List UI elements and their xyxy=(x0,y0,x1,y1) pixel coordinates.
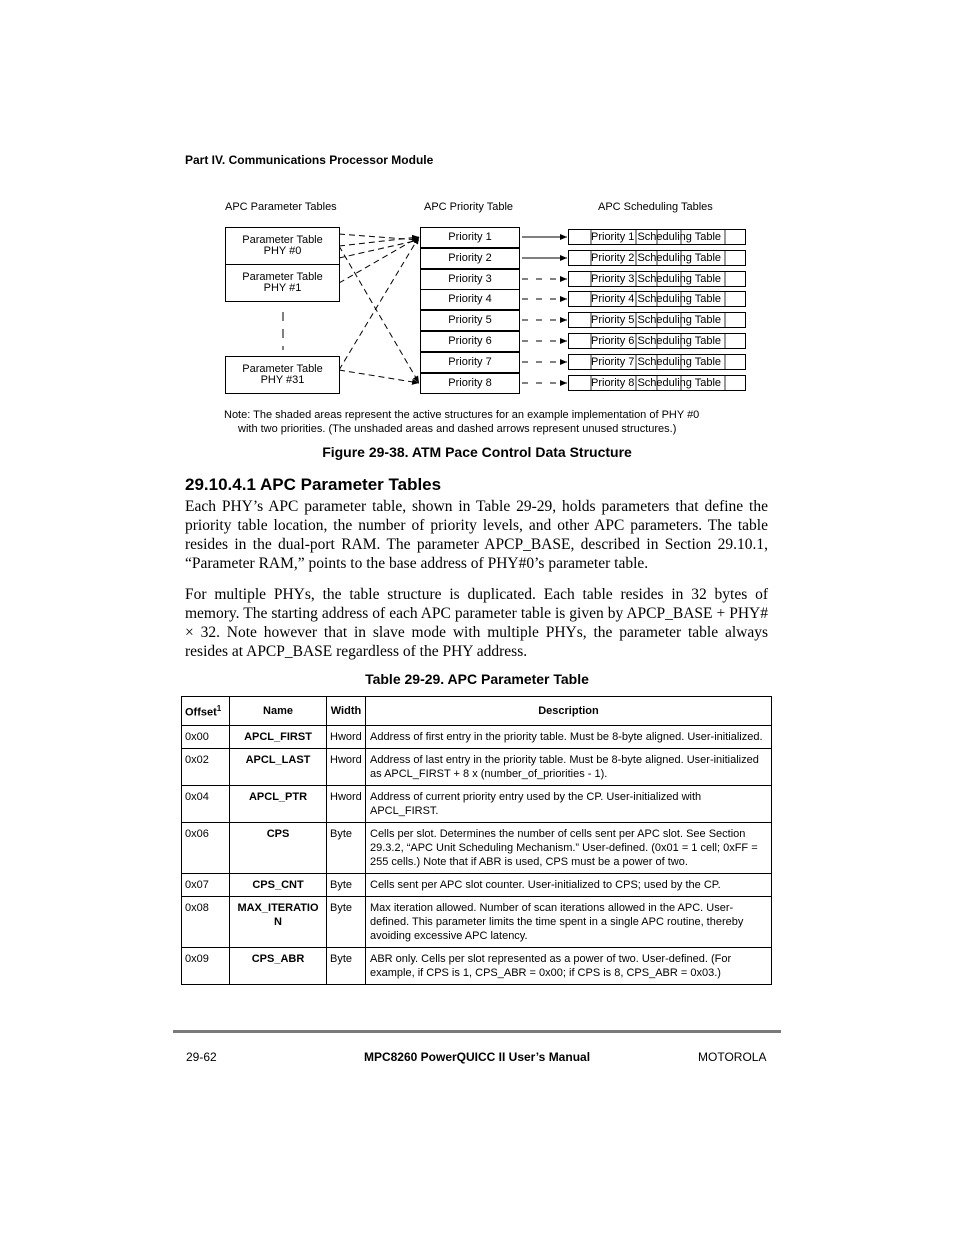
sched-table-label: Priority 7 Scheduling Table xyxy=(591,356,722,368)
footer-page-number: 29-62 xyxy=(186,1050,217,1064)
param-table-label: Parameter Table xyxy=(242,234,323,246)
header-description: Description xyxy=(366,697,772,726)
cell-width: Hword xyxy=(327,749,366,786)
cell-offset: 0x07 xyxy=(182,874,230,897)
param-table-phy: PHY #31 xyxy=(260,374,305,386)
cell-width: Byte xyxy=(327,823,366,874)
header-width: Width xyxy=(327,697,366,726)
sched-table-label: Priority 3 Scheduling Table xyxy=(591,273,722,285)
cell-offset: 0x08 xyxy=(182,897,230,948)
sched-table-8 xyxy=(568,375,746,391)
sched-table-label: Priority 4 Scheduling Table xyxy=(591,293,722,305)
cell-offset: 0x00 xyxy=(182,726,230,749)
cell-name: MAX_ITERATIO N xyxy=(230,897,327,948)
cell-description: Cells sent per APC slot counter. User-initialized to CPS; used by the CP. xyxy=(366,874,772,897)
footnote-marker: 1 xyxy=(216,704,222,714)
cell-name: CPS_CNT xyxy=(230,874,327,897)
sched-table-2 xyxy=(568,250,746,266)
cell-offset: 0x02 xyxy=(182,749,230,786)
table-row xyxy=(182,948,772,985)
cell-name: CPS_ABR xyxy=(230,948,327,985)
cell-description: Address of last entry in the priority table. Must be 8-byte aligned. User-initialized as APCL_FIRST + 8 x (number_of_priorities - 1). xyxy=(366,749,772,786)
header-offset xyxy=(182,697,230,726)
paragraph-1: Each PHY’s APC parameter table, shown in Table 29-29, holds parameters that define the priority table location, the number of priority levels, and other APC parameters. The table resides in the dual-port RAM. The parameter APCP_BASE, described in Section 29.10.1, “Parameter RAM,” points to the base address of PHY#0’s parameter table. xyxy=(185,498,768,572)
table-row xyxy=(182,874,772,897)
arrow-phy1-prio1 xyxy=(339,237,419,283)
cell-width: Byte xyxy=(327,874,366,897)
priority-6: Priority 6 xyxy=(420,331,520,352)
cell-description: Address of first entry in the priority table. Must be 8-byte aligned. User-initialized. xyxy=(366,726,772,749)
param-table-phy: PHY #1 xyxy=(263,282,302,294)
arrow-phy0-prio1 xyxy=(339,237,419,246)
cell-description: Max iteration allowed. Number of scan iterations allowed in the APC. User-defined. This parameter limits the time spent in a single APC routine, thereby avoiding excessive APC latency. xyxy=(366,897,772,948)
cell-offset: 0x09 xyxy=(182,948,230,985)
figure-apc-data-structure xyxy=(0,0,954,470)
priority-3: Priority 3 xyxy=(420,269,520,290)
sched-table-6 xyxy=(568,333,746,349)
header-offset-label: Offset xyxy=(185,706,217,719)
param-table-phy0 xyxy=(225,227,340,265)
priority-1: Priority 1 xyxy=(420,227,520,248)
sched-table-7 xyxy=(568,354,746,370)
column-header-param: APC Parameter Tables xyxy=(225,201,337,213)
cell-width: Byte xyxy=(327,897,366,948)
arrow-phy0-prio2 xyxy=(339,240,419,258)
table-row xyxy=(182,897,772,948)
figure-note-line1: Note: The shaded areas represent the active structures for an example implementation of PHY #0 xyxy=(224,409,700,421)
cell-description: Address of current priority entry used by the CP. User-initialized with APCL_FIRST. xyxy=(366,786,772,823)
header-name: Name xyxy=(230,697,327,726)
table-header-row xyxy=(182,697,772,726)
param-table-label: Parameter Table xyxy=(242,271,323,283)
cell-width: Byte xyxy=(327,948,366,985)
table-row xyxy=(182,786,772,823)
param-table-label: Parameter Table xyxy=(242,363,323,375)
priority-2: Priority 2 xyxy=(420,248,520,269)
cell-width: Hword xyxy=(327,726,366,749)
table-row xyxy=(182,726,772,749)
cell-name: APCL_LAST xyxy=(230,749,327,786)
footer-title: MPC8260 PowerQUICC II User’s Manual xyxy=(363,1050,591,1064)
param-table-phy31 xyxy=(225,356,340,394)
arrow-phy0-prio1-b xyxy=(339,234,419,240)
sched-table-label: Priority 8 Scheduling Table xyxy=(591,377,722,389)
sched-table-3 xyxy=(568,271,746,287)
cell-description: Cells per slot. Determines the number of cells sent per APC slot. See Section 29.3.2, “APC Unit Scheduling Mechanism.” User-defined. (0x01 = 1 cell; 0xFF = 255 cells.) Note that if ABR is used, CPS must be a power of two. xyxy=(366,823,772,874)
column-header-sched: APC Scheduling Tables xyxy=(598,201,713,213)
cell-name: CPS xyxy=(230,823,327,874)
priority-8: Priority 8 xyxy=(420,373,520,394)
arrow-phy31-prio8 xyxy=(339,370,419,383)
running-header: Part IV. Communications Processor Module xyxy=(185,153,434,167)
cell-width: Hword xyxy=(327,786,366,823)
footer-rule xyxy=(173,1030,781,1033)
table-row xyxy=(182,749,772,786)
table-row xyxy=(182,823,772,874)
sched-table-label: Priority 1 Scheduling Table xyxy=(591,231,722,243)
paragraph-2: For multiple PHYs, the table structure is duplicated. Each table resides in 32 bytes of memory. The starting address of each APC parameter table is given by APCP_BASE + PHY# × 32. Note however that in slave mode with multiple PHYs, the parameter table always resides at APCP_BASE regardless of the PHY address. xyxy=(185,586,768,660)
sched-table-5 xyxy=(568,312,746,328)
sched-table-4 xyxy=(568,291,746,307)
figure-note-line2: with two priorities. (The unshaded areas and dashed arrows represent unused structures.) xyxy=(238,423,677,435)
figure-caption: Figure 29-38. ATM Pace Control Data Structure xyxy=(322,444,632,460)
priority-5: Priority 5 xyxy=(420,310,520,331)
param-table-phy1 xyxy=(225,264,340,302)
priority-4: Priority 4 xyxy=(420,289,520,310)
cell-offset: 0x06 xyxy=(182,823,230,874)
sched-table-label: Priority 6 Scheduling Table xyxy=(591,335,722,347)
sched-table-label: Priority 5 Scheduling Table xyxy=(591,314,722,326)
footer-company: MOTOROLA xyxy=(698,1050,767,1064)
apc-parameter-table xyxy=(181,696,772,985)
arrow-phy31-prio1 xyxy=(339,237,419,370)
cell-name: APCL_FIRST xyxy=(230,726,327,749)
arrow-phy0-prio8 xyxy=(339,246,419,383)
cell-description: ABR only. Cells per slot represented as a power of two. User-defined. (For example, if CPS is 1, CPS_ABR = 0x00; if CPS is 8, CPS_ABR = 0x03.) xyxy=(366,948,772,985)
section-heading: 29.10.4.1 APC Parameter Tables xyxy=(185,475,442,494)
table-caption: Table 29-29. APC Parameter Table xyxy=(365,671,589,687)
sched-table-label: Priority 2 Scheduling Table xyxy=(591,252,722,264)
sched-table-1 xyxy=(568,229,746,245)
priority-7: Priority 7 xyxy=(420,352,520,373)
cell-name: APCL_PTR xyxy=(230,786,327,823)
param-table-phy: PHY #0 xyxy=(263,245,302,257)
cell-offset: 0x04 xyxy=(182,786,230,823)
column-header-priority: APC Priority Table xyxy=(424,201,514,213)
